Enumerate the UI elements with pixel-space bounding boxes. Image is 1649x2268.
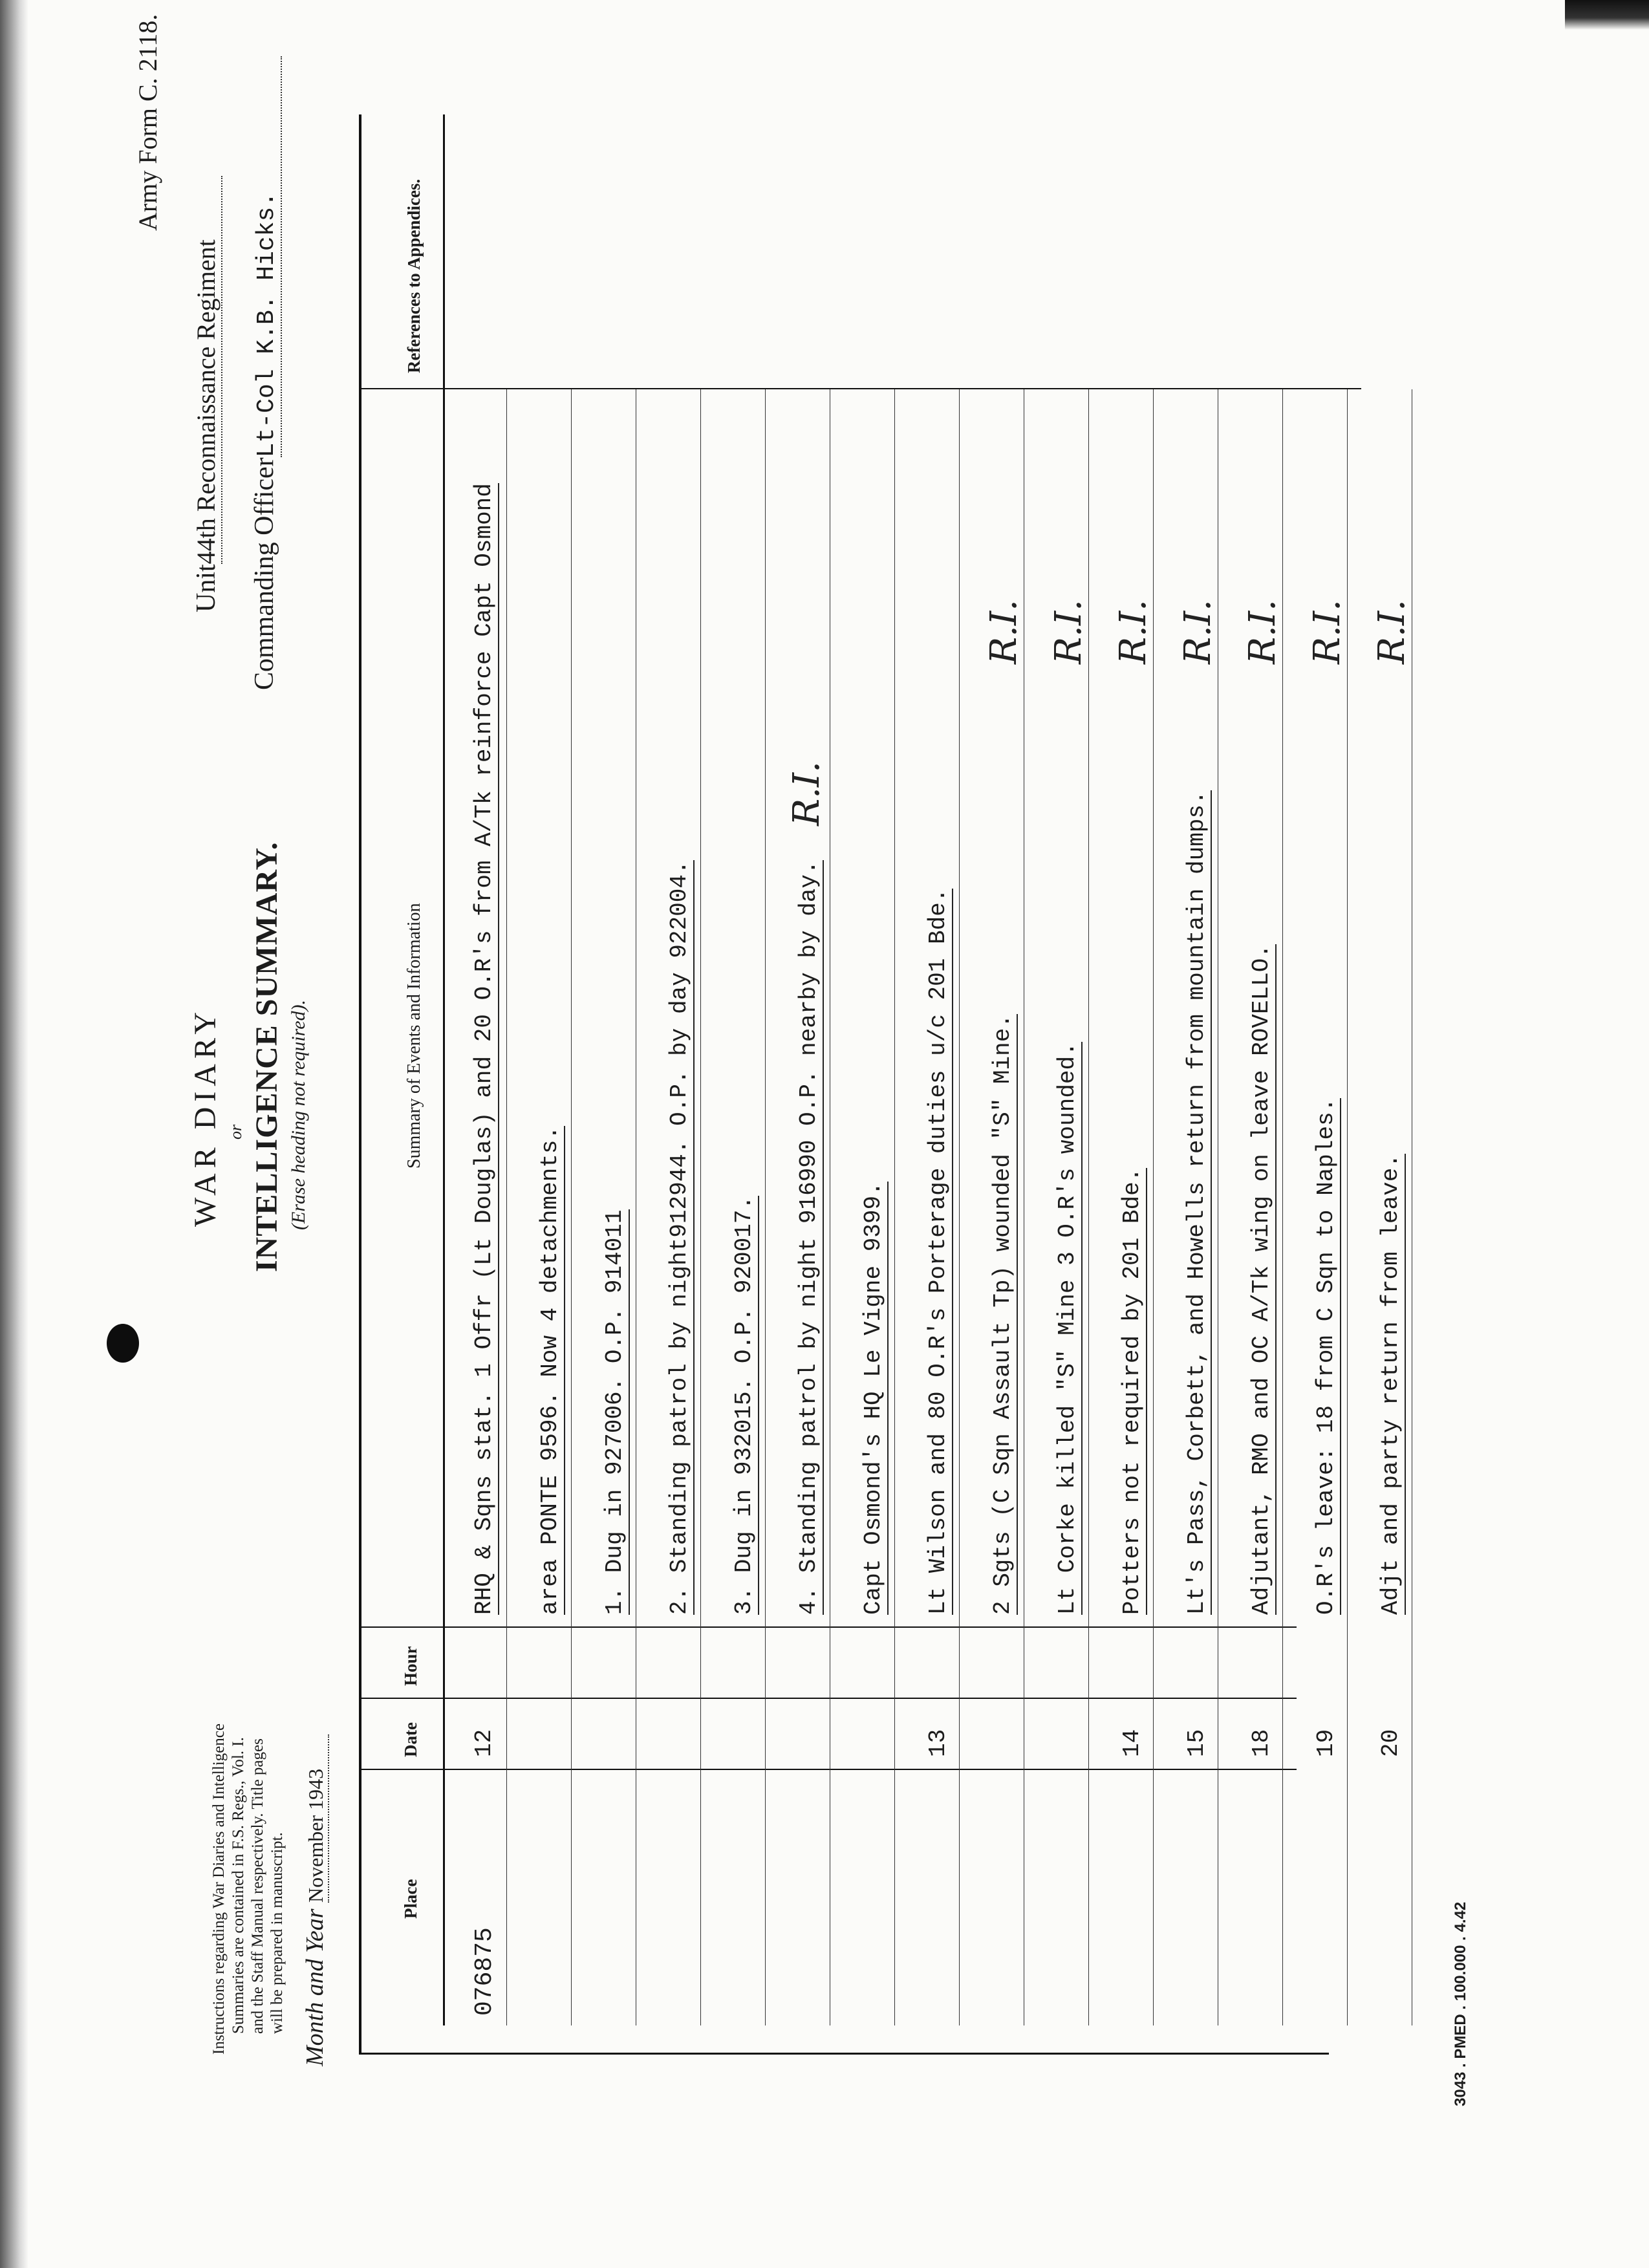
row-date: 18 (1248, 1729, 1275, 1757)
row-summary: 3. Dug in 932015. O.P. 920017. (731, 1196, 759, 1615)
row-summary: 1. Dug in 927006. O.P. 914011 (601, 1209, 630, 1615)
row-initials: R.I. (1371, 599, 1413, 664)
month-year-value: November 1943 (304, 1734, 329, 1903)
row-summary: 4. Standing patrol by night 916990 O.P. nearby by day. (795, 860, 824, 1615)
row-date: 15 (1183, 1729, 1210, 1757)
instructions-line-4: will be prepared in manuscript. (268, 1832, 286, 2034)
table-row (765, 389, 766, 2025)
row-summary: Lt Wilson and 80 O.R's Porterage duties u/c 201 Bde. (925, 889, 953, 1615)
row-initials: R.I. (983, 599, 1025, 664)
row-date: 12 (471, 1729, 497, 1757)
row-summary: O.R's leave: 18 from C Sqn to Naples. (1313, 1098, 1341, 1615)
col-header-place: Place (401, 1879, 420, 1919)
row-initials: R.I. (786, 761, 828, 826)
commanding-officer-field (249, 56, 282, 690)
col-divider-summary-references (359, 388, 1361, 389)
instructions-line-3: and the Staff Manual respectively. Title pages (249, 1738, 266, 2034)
col-header-summary: Summary of Events and Information (404, 903, 424, 1169)
month-year-label: Month and Year (301, 1908, 329, 2066)
row-initials: R.I. (1048, 599, 1090, 664)
row-date: 14 (1119, 1729, 1145, 1757)
row-summary: Adjutant, RMO and OC A/Tk wing on leave ROVELLO. (1248, 944, 1277, 1615)
commanding-officer-label: Commanding Officer (250, 457, 279, 690)
unit-field (191, 176, 222, 612)
row-summary: Capt Osmond's HQ Le Vigne 9399. (860, 1182, 889, 1615)
col-divider-date-hour (359, 1698, 1297, 1699)
unit-value: 44th Reconnaissance Regiment (191, 176, 222, 564)
title-erase-note: (Erase heading not required). (288, 999, 309, 1230)
month-year-field (301, 1734, 329, 2066)
table-row (506, 389, 507, 2025)
row-summary: Adjt and party return from leave. (1377, 1154, 1406, 1615)
col-divider-hour-summary (359, 1626, 1297, 1628)
title-intelligence-summary: INTELLIGENCE SUMMARY. (250, 841, 284, 1272)
row-initials: R.I. (1242, 599, 1284, 664)
header-rule (443, 114, 445, 2025)
row-summary: Lt's Pass, Corbett, and Howells return from mountain dumps. (1183, 790, 1212, 1615)
table-left-rule (359, 2053, 1329, 2055)
row-summary: 2. Standing patrol by night912944. O.P. by day 922004. (666, 860, 695, 1615)
instructions-line-1: Instructions regarding War Diaries and Intelligence (210, 1723, 228, 2055)
row-summary (471, 483, 499, 1615)
form-number: Army Form C. 2118. (133, 14, 162, 231)
table-row (571, 389, 572, 2025)
commanding-officer-value: Lt-Col K.B. Hicks. (253, 56, 282, 457)
col-header-date: Date (401, 1722, 420, 1757)
instructions-line-2: Summaries are contained in F.S. Regs., Vol. I. (230, 1737, 247, 2034)
row-date: 13 (925, 1729, 951, 1757)
col-header-hour: Hour (401, 1646, 420, 1686)
unit-label: Unit (191, 564, 221, 612)
col-header-references: References to Appendices. (404, 178, 424, 373)
table-row (959, 389, 960, 2025)
title-or: or (226, 1124, 245, 1139)
row-place: 076875 (471, 1927, 499, 2016)
row-summary: Lt Corke killed "S" Mine 3 O.R's wounded. (1054, 1042, 1083, 1615)
row-initials: R.I. (1112, 599, 1154, 664)
row-summary: 2 Sgts (C Sqn Assault Tp) wounded "S" Mine. (989, 1014, 1018, 1615)
col-divider-place-date (359, 1769, 1297, 1770)
row-summary-text: RHQ & Sqns stat. 1 Offr (Lt Douglas) and 20 O.R's from A/Tk reinforce Capt Osmond (471, 483, 497, 1615)
row-summary: Potters not required by 201 Bde. (1119, 1168, 1147, 1615)
row-initials: R.I. (1177, 599, 1219, 664)
row-initials: R.I. (1306, 599, 1348, 664)
row-summary: area PONTE 9596. Now 4 detachments. (537, 1126, 565, 1615)
table-row (894, 389, 895, 2025)
table-row (700, 389, 701, 2025)
printer-code: 3043 . PMED . 100.000 . 4.42 (1452, 1901, 1469, 2106)
row-date: 19 (1313, 1729, 1339, 1757)
row-date: 20 (1377, 1729, 1404, 1757)
title-war-diary: WAR DIARY (188, 1006, 222, 1227)
table-top-rule (359, 114, 361, 2055)
